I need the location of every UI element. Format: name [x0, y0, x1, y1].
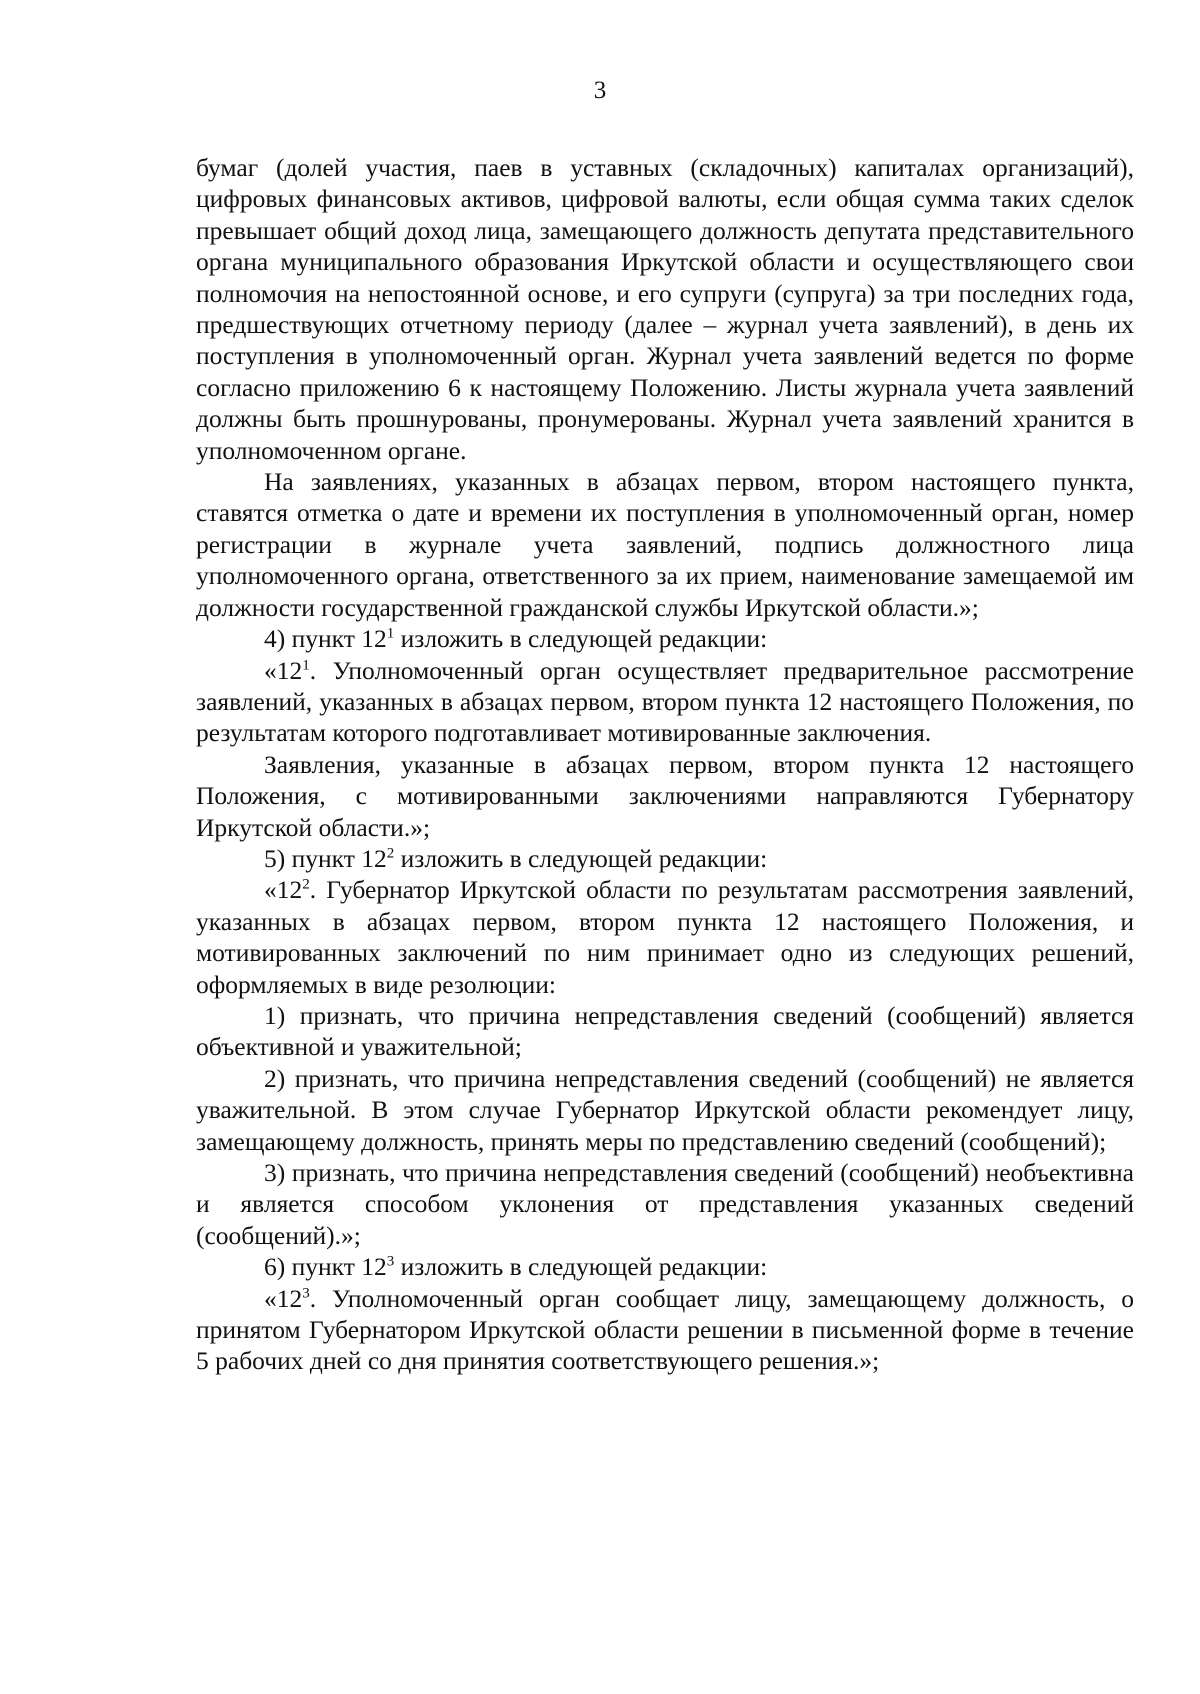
- clause-12-3-superscript: 3: [302, 1285, 310, 1302]
- paragraph-item-5-heading: [196, 843, 1134, 874]
- item-6-text-a: 6) пункт 12: [264, 1252, 387, 1282]
- paragraph-statements-to-governor: Заявления, указанные в абзацах первом, втором пункта 12 настоящего Положения, с мотивированными заключениями направляются Губернатору Иркутской области.»;: [196, 749, 1134, 842]
- item-5-text-b: изложить в следующей редакции:: [394, 843, 768, 873]
- item-4-text-b: изложить в следующей редакции:: [394, 624, 768, 654]
- item-4-superscript: 1: [386, 625, 395, 642]
- paragraph-decision-1: 1) признать, что причина непредставления сведений (сообщений) является объективной и уважительной;: [196, 1000, 1134, 1062]
- paragraph-journal-continuation: бумаг (долей участия, паев в уставных (складочных) капиталах организаций), цифровых финансовых активов, цифровой валюты, если общая сумма таких сделок превышает общий доход лица, замещающего должность депутата представительного органа муниципального образования Иркутской области и осуществляющего свои полномочия на непостоянной основе, и его супруги (супруга) за три последних года, предшествующих отчетному периоду (далее – журнал учета заявлений), в день их поступления в уполномоченный орган. Журнал учета заявлений ведется по форме согласно приложению 6 к настоящему Положению. Листы журнала учета заявлений должны быть прошнурованы, пронумерованы. Журнал учета заявлений хранится в уполномоченном органе.: [196, 153, 1134, 465]
- paragraph-clause-12-3: [196, 1283, 1134, 1377]
- item-6-text-b: изложить в следующей редакции:: [394, 1252, 768, 1282]
- paragraph-clause-12-1: [196, 655, 1134, 749]
- item-4-text-a: 4) пункт 12: [264, 624, 387, 654]
- clause-12-1-text-b: . Уполномоченный орган осуществляет предварительное рассмотрение заявлений, указанных в абзацах первом, втором пункта 12 настоящего Положения, по результатам которого подготавливает мотивированные заключения.: [196, 655, 1134, 748]
- item-6-superscript: 3: [386, 1253, 395, 1270]
- paragraph-registration-marks: На заявлениях, указанных в абзацах первом, втором настоящего пункта, ставятся отметка о дате и времени их поступления в уполномоченный орган, номер регистрации в журнале учета заявлений, подпись должностного лица уполномоченного органа, ответственного за их прием, наименование замещаемой им должности государственной гражданской службы Иркутской области.»;: [196, 467, 1134, 622]
- clause-12-1-text-a: «12: [264, 655, 303, 685]
- paragraph-decision-3: 3) признать, что причина непредставления сведений (сообщений) необъективна и является способом уклонения от представления указанных сведений (сообщений).»;: [196, 1158, 1134, 1250]
- document-body: [196, 152, 1134, 1377]
- clause-12-2-superscript: 2: [302, 876, 310, 893]
- clause-12-3-text-a: «12: [264, 1283, 303, 1313]
- clause-12-2-text-b: . Губернатор Иркутской области по результатам рассмотрения заявлений, указанных в абзацах первом, втором пункта 12 настоящего Положения, и мотивированных заключений по ним принимает одно из следующих решений, оформляемых в виде резолюции:: [196, 875, 1134, 999]
- paragraph-clause-12-2: [196, 874, 1134, 1000]
- item-5-text-a: 5) пункт 12: [264, 843, 387, 873]
- paragraph-item-4-heading: [196, 623, 1134, 654]
- clause-12-2-text-a: «12: [264, 875, 303, 905]
- page-number: 3: [593, 77, 607, 104]
- item-5-superscript: 2: [386, 845, 395, 862]
- paragraph-item-6-heading: [196, 1251, 1134, 1282]
- paragraph-decision-2: 2) признать, что причина непредставления сведений (сообщений) не является уважительной. В этом случае Губернатор Иркутской области рекомендует лицу, замещающему должность, принять меры по представлению сведений (сообщений);: [196, 1063, 1134, 1156]
- clause-12-1-superscript: 1: [302, 657, 310, 673]
- clause-12-3-text-b: . Уполномоченный орган сообщает лицу, замещающему должность, о принятом Губернатором Иркутской области решении в письменной форме в течение 5 рабочих дней со дня принятия соответствующего решения.»;: [196, 1283, 1134, 1376]
